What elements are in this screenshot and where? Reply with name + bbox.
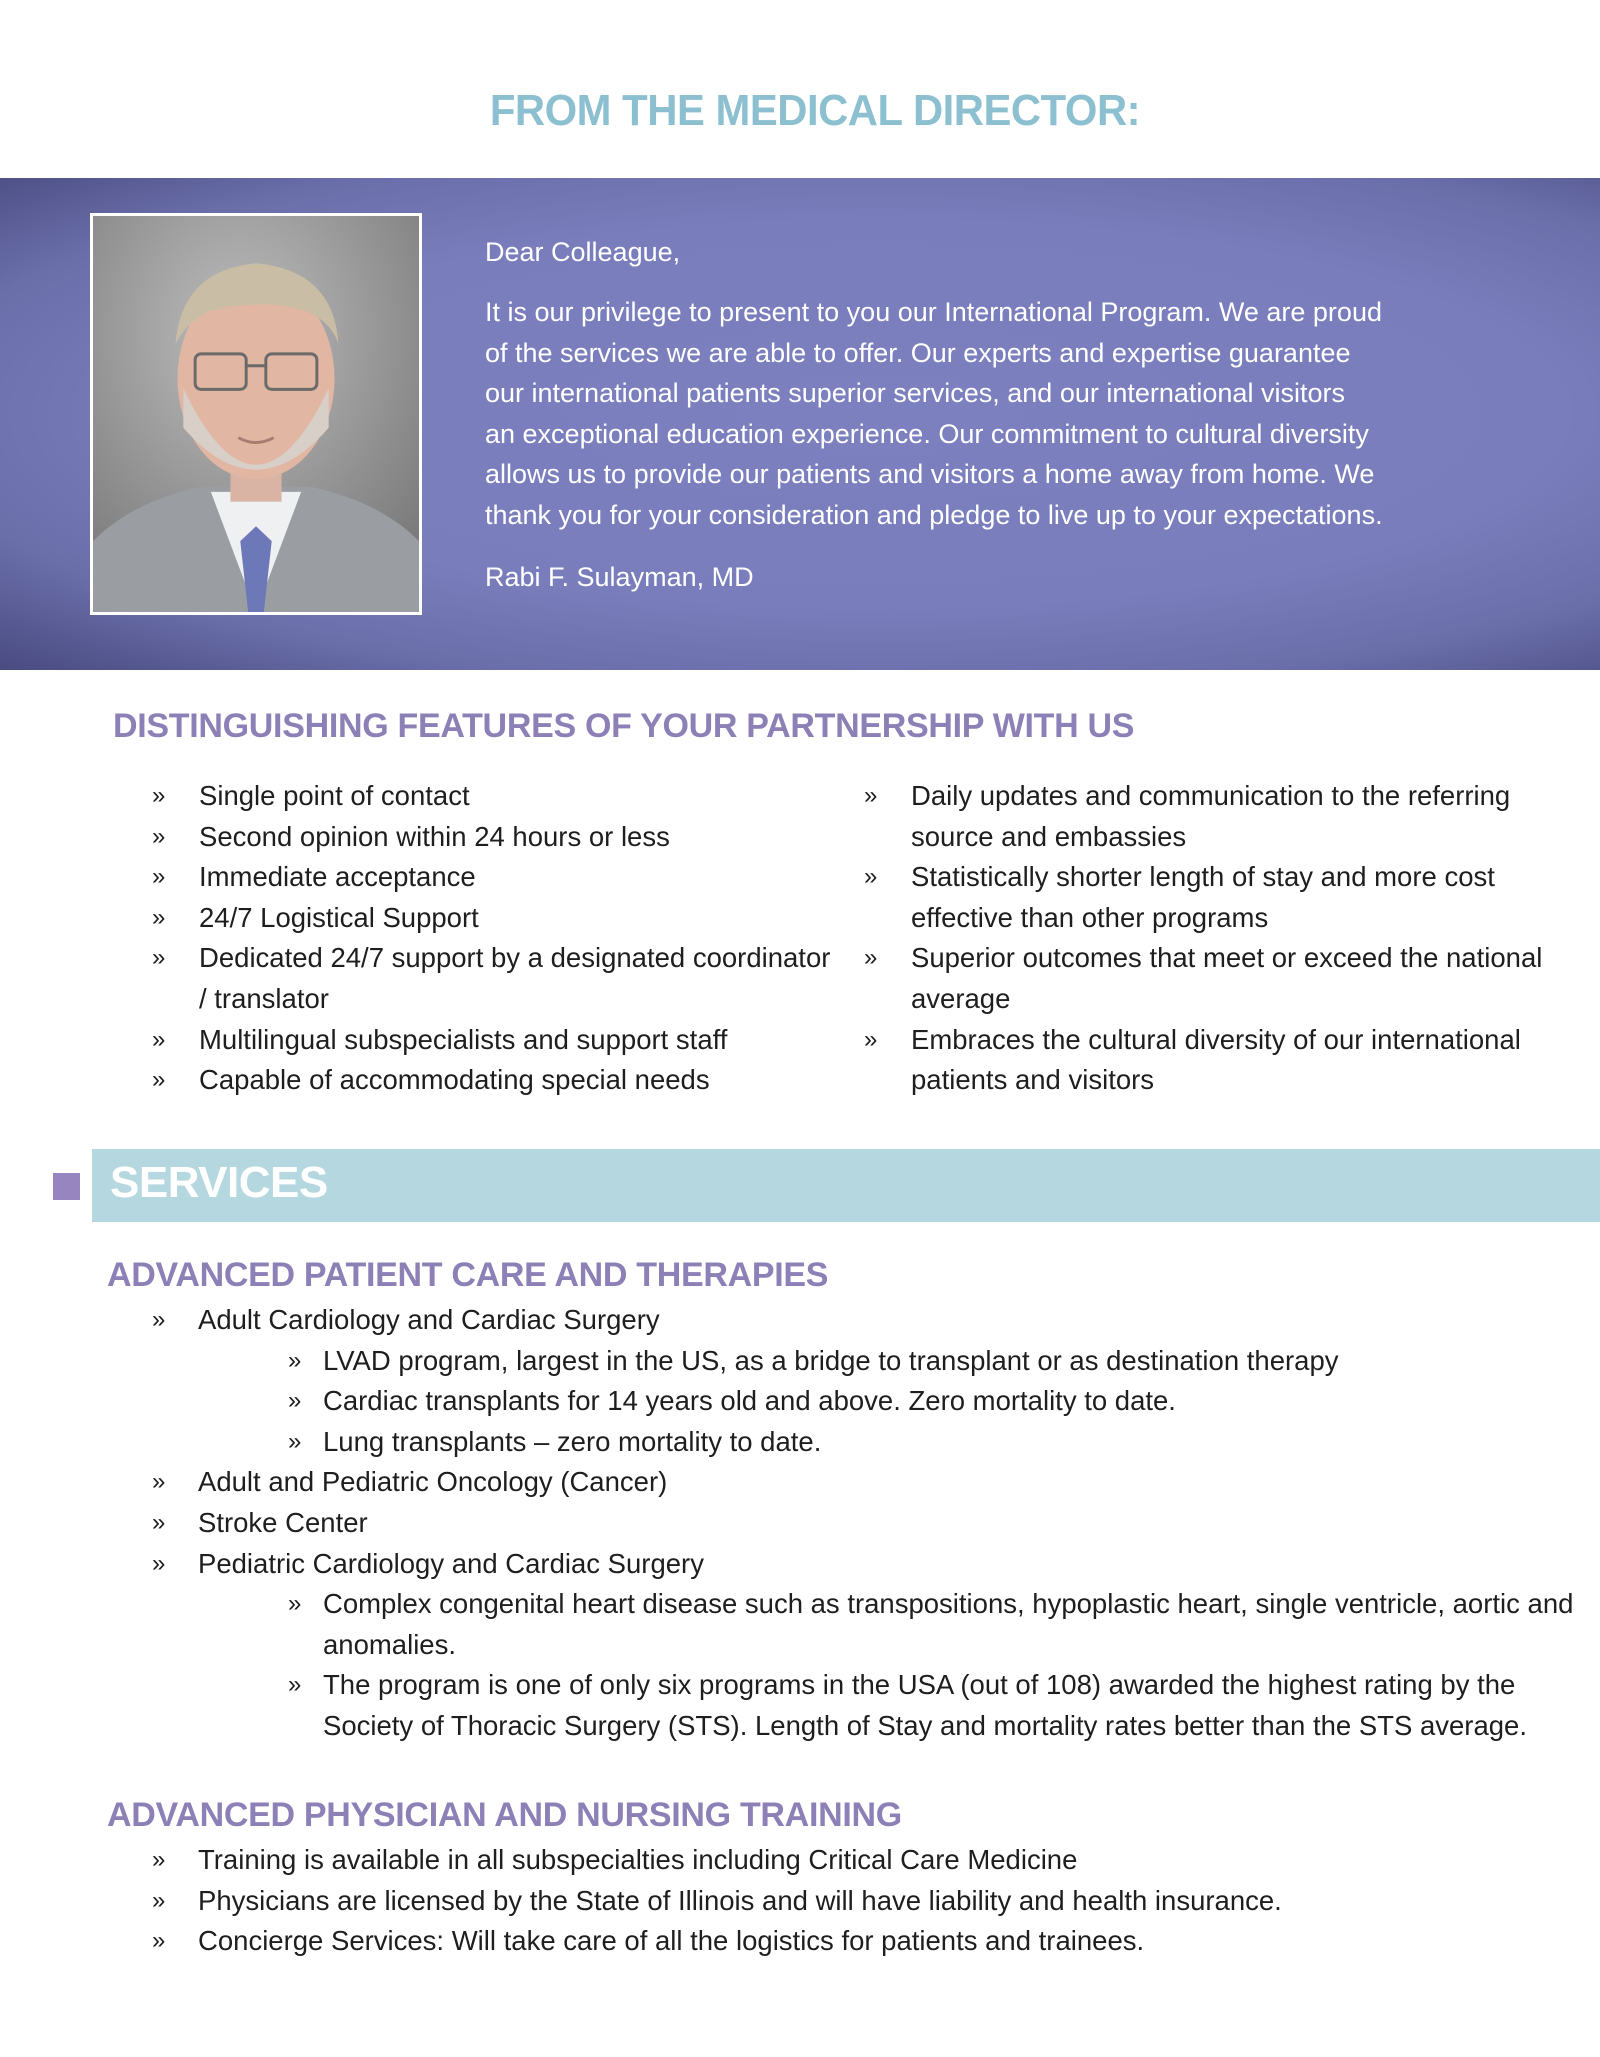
service-text: Cardiac transplants for 14 years old and above. Zero mortality to date. [323,1385,1176,1417]
bullet-chevron-icon: » [864,944,878,972]
feature-item [152,938,842,1019]
bullet-chevron-icon: » [152,1025,166,1053]
service-text: Lung transplants – zero mortality to date. [323,1425,822,1457]
feature-text: Second opinion within 24 hours or less [199,820,670,852]
feature-text: Multilingual subspecialists and support staff [199,1023,728,1055]
service-item [152,1881,1592,1922]
service-subitem [152,1341,1592,1382]
service-item [152,1300,1592,1341]
bullet-chevron-icon: » [152,863,166,891]
services-square-marker [53,1173,80,1200]
bullet-chevron-icon: » [152,782,166,809]
feature-item [152,1060,842,1101]
feature-item [152,776,842,817]
feature-item [864,857,1564,938]
bullet-chevron-icon: » [288,1346,302,1374]
service-subitem [152,1422,1592,1463]
service-item [152,1503,1592,1544]
bullet-chevron-icon: » [152,1886,166,1914]
features-list-left [152,776,842,1101]
bullet-chevron-icon: » [152,1306,166,1333]
service-item [152,1840,1592,1881]
bullet-chevron-icon: » [864,863,878,891]
bullet-chevron-icon: » [152,822,166,850]
bullet-chevron-icon: » [152,1468,166,1496]
service-text: Complex congenital heart disease such as transpositions, hypoplastic heart, single ventricle, aortic and anomalies. [323,1588,1574,1660]
feature-text: Dedicated 24/7 support by a designated coordinator / translator [199,942,831,1014]
letter-body: It is our privilege to present to you our International Program. We are proud of the services we are able to offer. Our experts and expertise guarantee our international patients superior services, and our international visitors an exceptional education experience. Our commitment to cultural diversity allows us to provide our patients and visitors a home away from home. We thank you for your consideration and pledge to live up to your expectations. [485,297,1383,530]
bullet-chevron-icon: » [288,1387,302,1415]
feature-text: Superior outcomes that meet or exceed the national average [911,942,1543,1014]
service-text: LVAD program, largest in the US, as a bridge to transplant or as destination therapy [323,1344,1339,1376]
feature-text: Statistically shorter length of stay and more cost effective than other programs [911,861,1495,933]
service-text: Stroke Center [198,1506,368,1538]
feature-text: Capable of accommodating special needs [199,1064,710,1096]
director-portrait [90,213,422,615]
page-title: FROM THE MEDICAL DIRECTOR: [489,86,1141,135]
bullet-chevron-icon: » [152,1066,166,1094]
features-heading: DISTINGUISHING FEATURES OF YOUR PARTNERSHIP WITH US [113,707,1135,745]
bullet-chevron-icon: » [152,1927,166,1955]
feature-item [864,938,1564,1019]
bullet-chevron-icon: » [152,944,166,972]
service-text: Concierge Services: Will take care of all the logistics for patients and trainees. [198,1925,1145,1957]
feature-text: Immediate acceptance [199,861,476,893]
service-item [152,1921,1592,1962]
service-text: Pediatric Cardiology and Cardiac Surgery [198,1547,704,1579]
feature-item [864,776,1564,857]
bullet-chevron-icon: » [288,1590,302,1618]
director-letter [485,232,1545,597]
training-list [152,1840,1592,1962]
bullet-chevron-icon: » [864,1025,878,1053]
service-text: Physicians are licensed by the State of Illinois and will have liability and health insurance. [198,1884,1282,1916]
feature-text: Embraces the cultural diversity of our international patients and visitors [911,1023,1521,1096]
services-title: SERVICES [110,1158,328,1207]
letter-signature: Rabi F. Sulayman, MD [485,562,754,592]
service-subitem [152,1665,1592,1746]
feature-item [152,817,842,858]
letter-salutation: Dear Colleague, [485,237,681,267]
bullet-chevron-icon: » [288,1427,302,1455]
bullet-chevron-icon: » [152,903,166,931]
service-subitem [152,1584,1592,1665]
features-list-right [864,776,1564,1101]
service-text: Adult and Pediatric Oncology (Cancer) [198,1466,668,1498]
patient-care-heading: ADVANCED PATIENT CARE AND THERAPIES [107,1256,829,1294]
bullet-chevron-icon: » [864,782,878,809]
service-item [152,1544,1592,1585]
feature-item [152,857,842,898]
patient-care-list [152,1300,1592,1747]
bullet-chevron-icon: » [152,1846,166,1873]
feature-text: 24/7 Logistical Support [199,901,479,933]
feature-item [864,1020,1564,1101]
feature-text: Daily updates and communication to the referring source and embassies [911,780,1511,852]
training-heading: ADVANCED PHYSICIAN AND NURSING TRAINING [107,1796,902,1834]
service-text: Adult Cardiology and Cardiac Surgery [198,1304,660,1335]
bullet-chevron-icon: » [152,1508,166,1536]
feature-text: Single point of contact [199,780,470,811]
service-item [152,1462,1592,1503]
feature-item [152,898,842,939]
portrait-illustration [93,216,419,612]
bullet-chevron-icon: » [288,1671,302,1699]
service-subitem [152,1381,1592,1422]
service-text: The program is one of only six programs in the USA (out of 108) awarded the highest rating by the Society of Thoracic Surgery (STS). Length of Stay and mortality rates better than the STS average. [323,1669,1527,1741]
service-text: Training is available in all subspecialties including Critical Care Medicine [198,1844,1078,1875]
bullet-chevron-icon: » [152,1549,166,1577]
feature-item [152,1020,842,1061]
